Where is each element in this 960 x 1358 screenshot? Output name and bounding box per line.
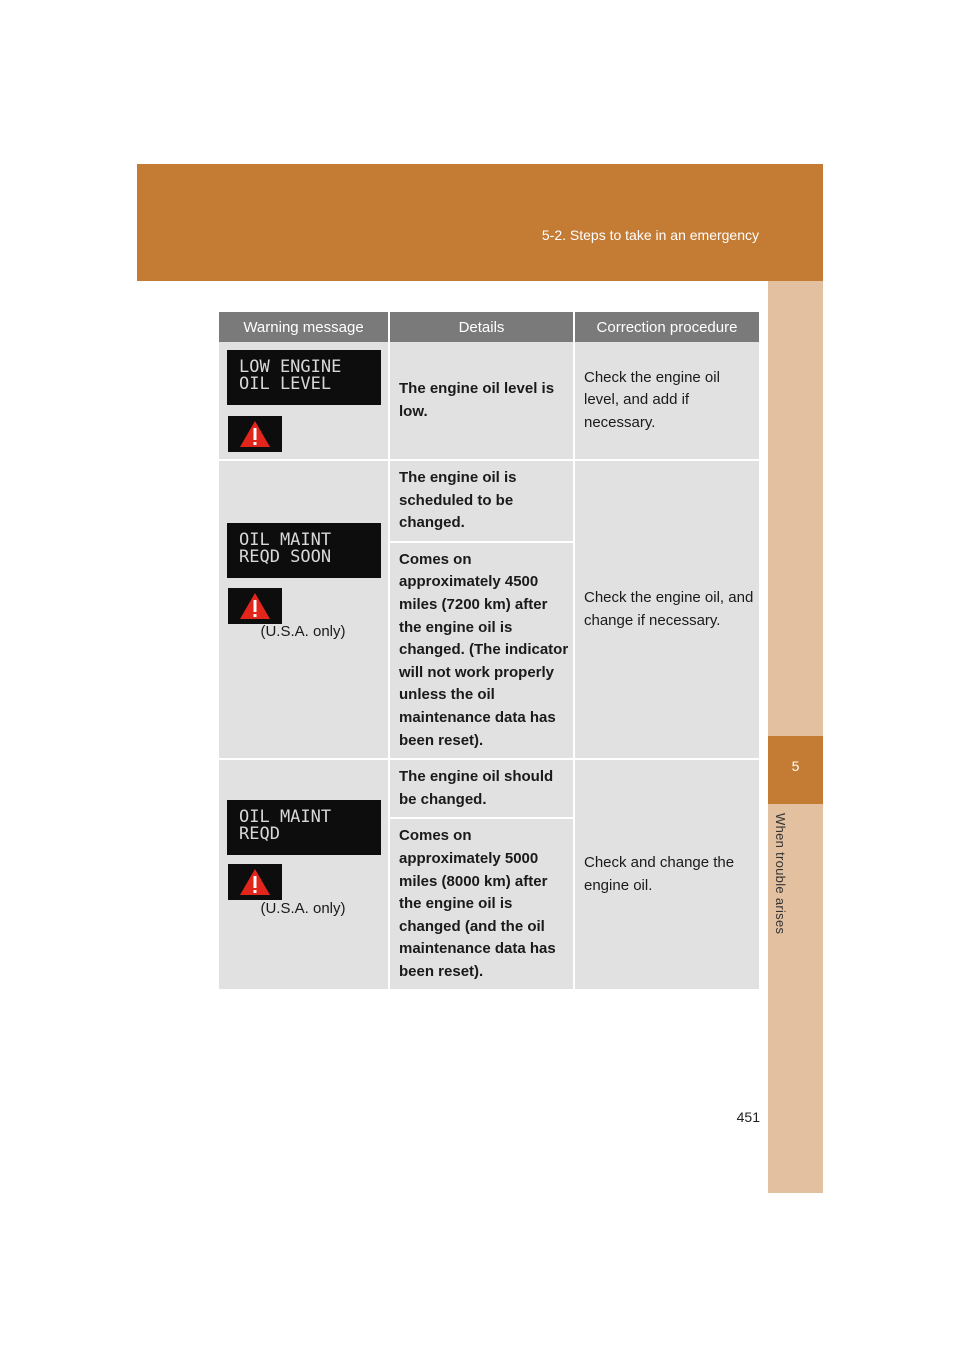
correction-cell: [574, 342, 759, 460]
chapter-label: When trouble arises: [773, 813, 788, 935]
lcd-line: LOW ENGINE: [239, 357, 342, 377]
correction-text: Check and change the engine oil.: [584, 854, 735, 894]
chapter-box: [768, 736, 823, 804]
warning-triangle-icon: [228, 416, 282, 452]
column-header: Details: [389, 312, 574, 342]
details-text: Comes on approximately 5000 miles (8000 km) after the engine oil is changed (and the oil maintenance data has been reset).: [399, 827, 556, 980]
correction-text: Check the engine oil, and change if necessary.: [584, 588, 754, 629]
details-cell: [389, 542, 574, 759]
usa-only-note: (U.S.A. only): [260, 900, 346, 918]
details-cell: [389, 342, 574, 460]
lcd-line: OIL MAINT: [239, 530, 332, 550]
warning-triangle-icon: [228, 864, 282, 900]
details-text: Comes on approximately 4500 miles (7200 km) after the engine oil is changed. (The indicator will not work properly unless the oil maintenance data has been reset).: [399, 550, 569, 749]
table-header-row: [219, 312, 759, 342]
warning-triangle-icon: [228, 588, 282, 624]
table-row: [219, 342, 759, 460]
correction-cell: [574, 460, 759, 759]
details-text: The engine oil should be changed.: [399, 768, 554, 808]
section-title: 5-2. Steps to take in an emergency: [541, 227, 759, 243]
page-number: 451: [736, 1109, 760, 1125]
column-header: Warning message: [219, 312, 389, 342]
correction-text: Check the engine oil level, and add if necessary.: [584, 368, 720, 431]
lcd-line: OIL MAINT: [239, 807, 332, 828]
header-band: [137, 164, 823, 281]
lcd-line: REQD SOON: [239, 547, 332, 567]
lcd-display: [227, 800, 381, 855]
warning-message-cell: [219, 460, 389, 759]
chapter-number: 5: [791, 758, 800, 774]
warning-message-cell: [219, 759, 389, 990]
warning-table: [219, 312, 759, 991]
warning-message-cell: [219, 342, 389, 460]
details-cell: [389, 818, 574, 990]
lcd-display: [227, 350, 381, 405]
table-row: [219, 759, 759, 818]
column-header: Correction procedure: [574, 312, 759, 342]
lcd-line: REQD: [239, 824, 280, 845]
lcd-line: OIL LEVEL: [239, 374, 332, 394]
details-text: The engine oil level is low.: [399, 379, 555, 420]
lcd-display: [227, 523, 381, 578]
usa-only-note: (U.S.A. only): [260, 623, 346, 640]
table-row: [219, 460, 759, 542]
details-cell: [389, 460, 574, 542]
side-tab: [768, 281, 823, 1193]
details-cell: [389, 759, 574, 818]
correction-cell: [574, 759, 759, 990]
details-text: The engine oil is scheduled to be changed.: [399, 469, 517, 532]
